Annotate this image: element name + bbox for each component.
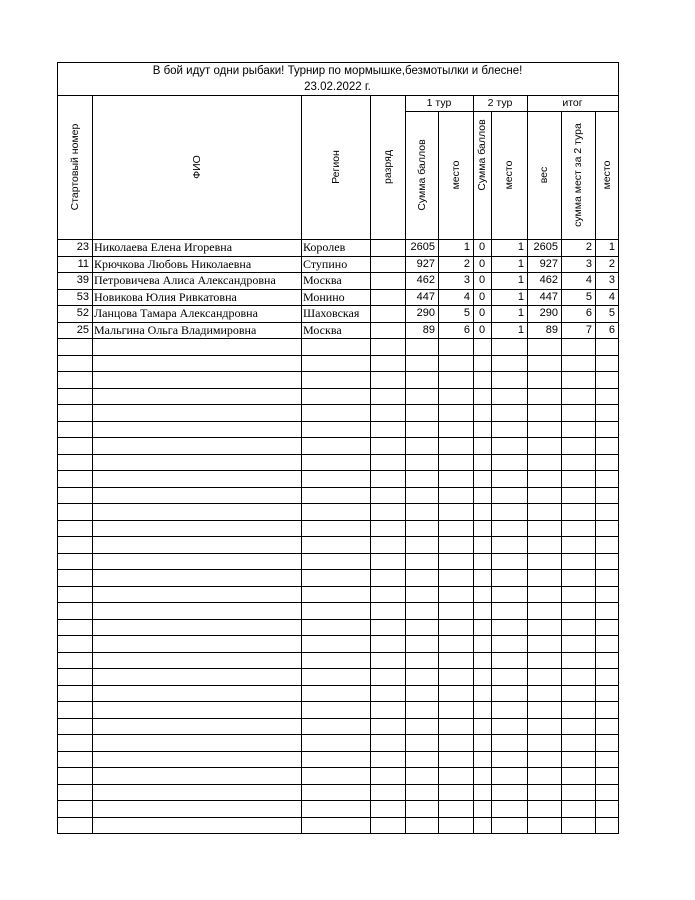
- cell-weight: 290: [539, 307, 558, 319]
- cell-name: Петровичева Алиса Александровна: [94, 273, 276, 287]
- row-line: [57, 652, 618, 653]
- header-t2-place: место: [502, 160, 515, 190]
- column-line: [595, 95, 596, 833]
- header-t2-points: Сумма баллов: [475, 119, 488, 191]
- cell-weight: 2605: [533, 241, 558, 253]
- cell-start-number: 39: [76, 274, 89, 286]
- cell-place-sum: 5: [585, 290, 592, 303]
- row-line: [57, 586, 618, 587]
- row-line: [57, 602, 618, 603]
- cell-region: Ступино: [303, 256, 348, 271]
- cell-rank: [370, 306, 402, 322]
- cell-t1-place: 6: [463, 323, 470, 336]
- cell-rank: [370, 257, 402, 273]
- cell-rank: [370, 273, 402, 289]
- cell-t2-place: 1: [517, 241, 524, 253]
- cell-region: Королев: [303, 240, 346, 254]
- column-line: [561, 95, 562, 833]
- cell-region: Москва: [303, 322, 342, 337]
- row-line: [57, 487, 618, 488]
- cell-t1-points: 89: [422, 323, 435, 336]
- cell-t1-place: 2: [463, 257, 470, 270]
- row-line: [57, 454, 618, 455]
- table-date: 23.02.2022 г.: [304, 81, 371, 93]
- cell-rank: [370, 290, 402, 306]
- cell-place-sum: 3: [585, 257, 592, 270]
- header-weight: вес: [537, 166, 550, 184]
- cell-rank: [370, 240, 402, 256]
- column-line: [438, 95, 439, 833]
- cell-place-sum: 6: [585, 307, 592, 319]
- cell-final-place: 4: [608, 290, 615, 303]
- cell-final-place: 3: [608, 274, 615, 286]
- cell-final-place: 2: [608, 257, 615, 270]
- cell-t1-points: 290: [416, 307, 435, 319]
- cell-final-place: 6: [608, 323, 615, 336]
- cell-t1-place: 5: [463, 307, 470, 319]
- table-title: В бой идут одни рыбаки! Турнир по мормышке,безмотылки и блесне!: [152, 65, 523, 77]
- tour1-header: 1 тур: [426, 97, 452, 109]
- row-line: [57, 338, 618, 339]
- cell-t2-points: 0: [478, 241, 486, 253]
- cell-name: Новикова Юлия Ривкатовна: [94, 289, 237, 304]
- cell-t2-place: 1: [517, 307, 524, 319]
- row-line: [57, 553, 618, 554]
- cell-t2-points: 0: [478, 274, 486, 286]
- cell-place-sum: 7: [585, 323, 592, 336]
- header-start-number: Стартовый номер: [68, 123, 81, 211]
- cell-t1-place: 4: [463, 290, 470, 303]
- cell-rank: [370, 323, 402, 339]
- row-line: [57, 355, 618, 356]
- cell-t1-points: 927: [416, 257, 435, 270]
- cell-start-number: 53: [76, 290, 89, 303]
- tour-group-line: [405, 111, 618, 112]
- row-line: [57, 388, 618, 389]
- column-line: [527, 95, 528, 833]
- cell-start-number: 25: [76, 323, 89, 336]
- header-final-place: место: [600, 160, 613, 190]
- header-rank: разряд: [381, 150, 394, 184]
- cell-t2-place: 1: [517, 274, 524, 286]
- cell-final-place: 5: [608, 307, 615, 319]
- cell-t2-place: 1: [517, 290, 524, 303]
- cell-t2-points: 0: [478, 323, 486, 336]
- header-region: Регион: [329, 150, 342, 184]
- row-line: [57, 536, 618, 537]
- row-line: [57, 668, 618, 669]
- cell-name: Ланцова Тамара Александровна: [94, 306, 258, 320]
- cell-name: Мальгина Ольга Владимировна: [94, 322, 257, 337]
- total-header: итог: [562, 97, 583, 109]
- table-border-bottom: [57, 833, 619, 834]
- cell-place-sum: 4: [585, 274, 592, 286]
- row-line: [57, 685, 618, 686]
- row-line: [57, 784, 618, 785]
- cell-place-sum: 2: [585, 241, 592, 253]
- cell-t1-place: 3: [463, 274, 470, 286]
- cell-weight: 462: [539, 274, 558, 286]
- header-t1-place: место: [449, 160, 462, 190]
- cell-t1-points: 447: [416, 290, 435, 303]
- row-line: [57, 800, 618, 801]
- tour2-header: 2 тур: [487, 97, 513, 109]
- cell-t2-points: 0: [478, 257, 486, 270]
- cell-t2-points: 0: [478, 307, 486, 319]
- row-line: [57, 470, 618, 471]
- cell-t1-points: 2605: [410, 241, 435, 253]
- table-border-top: [57, 62, 619, 63]
- cell-start-number: 52: [76, 307, 89, 319]
- column-line: [491, 95, 492, 833]
- cell-weight: 447: [539, 290, 558, 303]
- column-line: [301, 95, 302, 833]
- column-line: [92, 95, 93, 833]
- row-line: [57, 635, 618, 636]
- cell-name: Крючкова Любовь Николаевна: [94, 256, 252, 271]
- header-t1-points: Сумма баллов: [415, 139, 428, 211]
- cell-name: Николаева Елена Игоревна: [94, 240, 233, 254]
- header-place-sum: сумма мест за 2 тура: [571, 123, 584, 227]
- cell-t1-place: 1: [463, 241, 470, 253]
- row-line: [57, 421, 618, 422]
- row-line: [57, 734, 618, 735]
- row-line: [57, 437, 618, 438]
- row-line: [57, 503, 618, 504]
- table-border-right: [618, 62, 619, 834]
- column-line: [405, 95, 406, 833]
- cell-t2-points: 0: [478, 290, 486, 303]
- cell-weight: 927: [539, 257, 558, 270]
- cell-t1-points: 462: [416, 274, 435, 286]
- header-name: ФИО: [190, 155, 203, 179]
- cell-region: Монино: [303, 289, 345, 304]
- row-line: [57, 751, 618, 752]
- row-line: [57, 718, 618, 719]
- cell-start-number: 23: [76, 241, 89, 253]
- cell-t2-place: 1: [517, 257, 524, 270]
- row-line: [57, 701, 618, 702]
- cell-region: Москва: [303, 273, 342, 287]
- row-line: [57, 817, 618, 818]
- cell-final-place: 1: [608, 241, 615, 253]
- cell-t2-place: 1: [517, 323, 524, 336]
- row-line: [57, 767, 618, 768]
- row-line: [57, 619, 618, 620]
- column-line: [473, 95, 474, 833]
- cell-start-number: 11: [77, 257, 89, 270]
- row-line: [57, 569, 618, 570]
- cell-weight: 89: [545, 323, 558, 336]
- row-line: [57, 371, 618, 372]
- column-line: [370, 95, 371, 833]
- cell-region: Шаховская: [303, 306, 360, 320]
- row-line: [57, 404, 618, 405]
- row-line: [57, 520, 618, 521]
